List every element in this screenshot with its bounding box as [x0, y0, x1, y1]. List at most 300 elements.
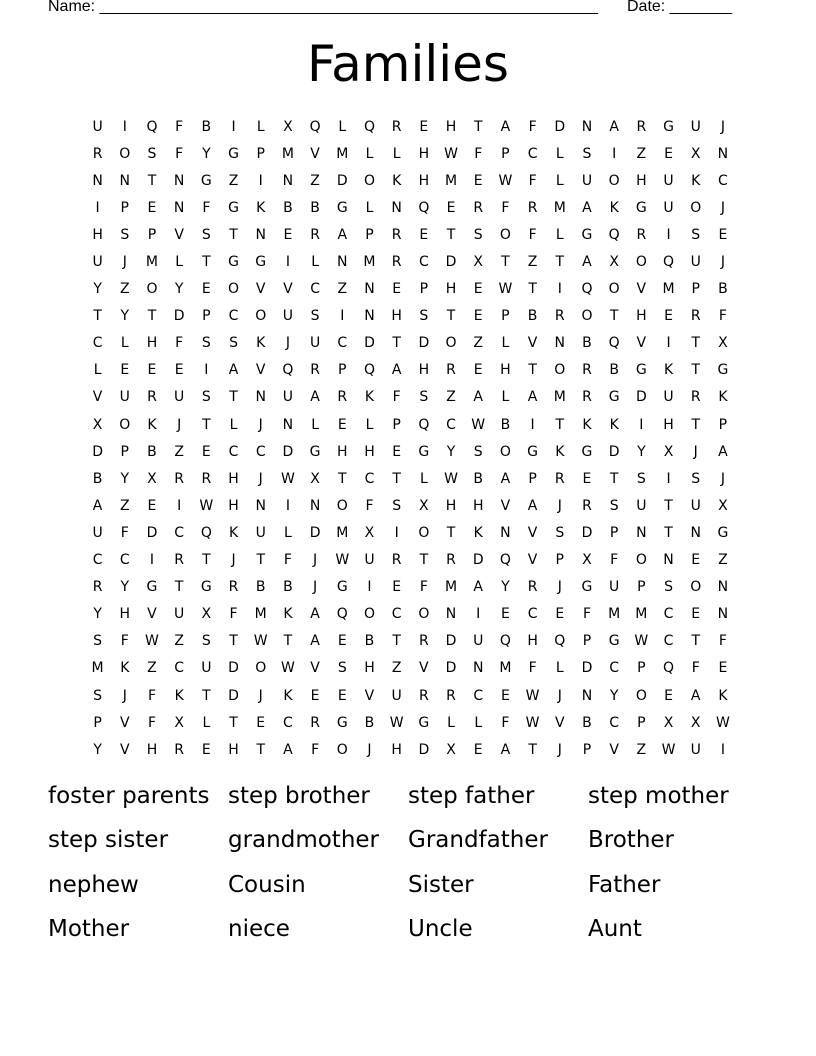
grid-letter: R: [636, 226, 647, 243]
grid-letter: T: [446, 226, 456, 243]
grid-letter: U: [663, 199, 674, 216]
word-list-item: Uncle: [408, 915, 473, 942]
grid-letter: J: [720, 254, 725, 271]
grid-letter: S: [120, 226, 130, 243]
grid-letter: P: [501, 308, 510, 325]
grid-letter: C: [119, 552, 130, 569]
grid-letter: I: [720, 741, 725, 758]
grid-letter: N: [554, 335, 566, 352]
grid-letter: J: [122, 254, 127, 271]
grid-letter: I: [367, 579, 372, 596]
word-list-item: Cousin: [228, 871, 306, 898]
grid-letter: L: [229, 416, 238, 433]
grid-letter: W: [145, 633, 159, 650]
grid-letter: L: [555, 660, 564, 677]
grid-letter: U: [690, 497, 701, 514]
grid-letter: F: [501, 714, 510, 731]
grid-letter: M: [363, 254, 376, 271]
grid-letter: M: [254, 606, 267, 623]
grid-letter: F: [582, 606, 591, 623]
grid-letter: C: [391, 606, 402, 623]
grid-letter: N: [445, 606, 457, 623]
grid-letter: E: [201, 281, 211, 298]
grid-letter: L: [93, 362, 102, 379]
grid-letter: N: [663, 552, 674, 569]
grid-letter: Q: [336, 606, 348, 623]
grid-letter: H: [500, 362, 511, 379]
grid-letter: V: [527, 552, 538, 569]
grid-letter: Y: [93, 281, 102, 298]
word-list: [48, 778, 768, 955]
grid-letter: I: [666, 335, 671, 352]
grid-letter: B: [718, 281, 728, 298]
grid-letter: J: [693, 443, 698, 460]
grid-letter: J: [557, 497, 562, 514]
grid-letter: D: [418, 741, 430, 758]
grid-letter: Q: [309, 118, 321, 135]
grid-letter: B: [310, 199, 320, 216]
grid-letter: T: [691, 335, 700, 352]
grid-letter: X: [663, 443, 674, 460]
grid-letter: V: [554, 714, 565, 731]
grid-letter: C: [364, 470, 375, 487]
grid-letter: Y: [93, 606, 102, 623]
grid-letter: T: [93, 308, 102, 325]
grid-letter: Z: [636, 145, 647, 162]
grid-letter: B: [582, 335, 592, 352]
grid-letter: X: [283, 118, 293, 135]
grid-letter: P: [147, 226, 157, 243]
grid-letter: I: [666, 226, 671, 243]
grid-letter: R: [337, 389, 348, 406]
grid-letter: R: [391, 118, 402, 135]
grid-letter: R: [228, 579, 239, 596]
grid-letter: H: [228, 741, 239, 758]
grid-letter: T: [528, 281, 537, 298]
grid-letter: R: [690, 389, 701, 406]
grid-letter: M: [444, 579, 458, 596]
grid-letter: G: [717, 362, 729, 379]
grid-letter: X: [364, 524, 375, 541]
grid-letter: Z: [147, 660, 157, 677]
grid-letter: L: [365, 199, 374, 216]
grid-letter: Z: [527, 254, 538, 271]
grid-letter: J: [720, 199, 725, 216]
grid-letter: K: [718, 389, 728, 406]
grid-letter: O: [499, 443, 511, 460]
grid-letter: K: [609, 416, 619, 433]
grid-letter: K: [120, 660, 130, 677]
grid-letter: B: [283, 579, 293, 596]
grid-letter: S: [201, 335, 211, 352]
grid-letter: R: [92, 145, 103, 162]
grid-letter: M: [336, 145, 349, 162]
grid-letter: S: [392, 497, 402, 514]
grid-letter: T: [229, 633, 238, 650]
grid-letter: A: [690, 687, 701, 704]
grid-letter: K: [392, 172, 402, 189]
grid-letter: O: [690, 199, 702, 216]
grid-letter: A: [310, 389, 320, 406]
grid-letter: O: [690, 579, 702, 596]
grid-letter: V: [527, 524, 538, 541]
grid-letter: D: [228, 660, 239, 677]
grid-letter: T: [555, 254, 565, 271]
grid-letter: U: [581, 172, 593, 189]
grid-letter: T: [664, 497, 673, 514]
grid-letter: E: [718, 226, 728, 243]
grid-letter: Q: [581, 281, 593, 298]
grid-letter: N: [255, 389, 266, 406]
grid-letter: F: [528, 660, 537, 677]
grid-letter: L: [555, 145, 564, 162]
grid-letter: H: [228, 497, 239, 514]
grid-letter: V: [119, 741, 130, 758]
grid-letter: S: [419, 389, 429, 406]
grid-letter: J: [313, 552, 318, 569]
grid-letter: E: [147, 497, 157, 514]
grid-letter: K: [718, 687, 728, 704]
grid-letter: T: [147, 172, 157, 189]
grid-letter: A: [92, 497, 103, 514]
grid-letter: O: [418, 606, 430, 623]
grid-letter: V: [283, 281, 293, 298]
grid-letter: V: [174, 226, 184, 243]
grid-letter: F: [202, 199, 211, 216]
grid-letter: U: [690, 254, 701, 271]
grid-letter: B: [255, 579, 266, 596]
grid-letter: D: [608, 443, 620, 460]
grid-letter: C: [418, 254, 429, 271]
grid-letter: P: [555, 552, 564, 569]
grid-letter: B: [364, 714, 375, 731]
grid-letter: S: [93, 633, 103, 650]
grid-letter: A: [391, 362, 402, 379]
grid-letter: A: [500, 470, 511, 487]
grid-letter: T: [528, 741, 537, 758]
grid-letter: A: [473, 579, 483, 596]
grid-letter: B: [364, 633, 375, 650]
grid-letter: O: [608, 172, 620, 189]
grid-letter: A: [337, 226, 348, 243]
grid-letter: O: [228, 281, 240, 298]
grid-letter: E: [174, 362, 184, 379]
grid-letter: J: [557, 741, 562, 758]
grid-letter: G: [663, 118, 674, 135]
grid-letter: F: [175, 335, 184, 352]
grid-letter: Q: [499, 552, 511, 569]
grid-letter: G: [581, 226, 593, 243]
grid-letter: X: [473, 254, 484, 271]
grid-letter: F: [419, 579, 428, 596]
grid-letter: P: [637, 579, 646, 596]
grid-letter: E: [392, 443, 402, 460]
grid-letter: P: [338, 362, 347, 379]
grid-letter: E: [473, 172, 483, 189]
grid-letter: X: [718, 335, 728, 352]
grid-letter: E: [500, 687, 510, 704]
grid-letter: P: [718, 416, 728, 433]
grid-letter: Y: [609, 687, 619, 704]
grid-letter: S: [229, 335, 238, 352]
grid-letter: B: [527, 308, 538, 325]
grid-letter: M: [553, 199, 566, 216]
grid-letter: T: [283, 633, 293, 650]
grid-letter: M: [608, 606, 621, 623]
grid-letter: F: [120, 524, 129, 541]
grid-letter: R: [418, 687, 429, 704]
grid-letter: F: [147, 714, 156, 731]
grid-letter: B: [582, 714, 592, 731]
grid-letter: J: [258, 687, 263, 704]
grid-letter: X: [147, 470, 157, 487]
grid-letter: A: [527, 389, 538, 406]
grid-letter: E: [691, 552, 701, 569]
grid-letter: T: [229, 226, 238, 243]
grid-letter: M: [281, 145, 294, 162]
grid-letter: C: [255, 443, 266, 460]
grid-letter: Z: [174, 633, 184, 650]
grid-letter: O: [146, 281, 158, 298]
grid-letter: X: [92, 416, 103, 433]
grid-letter: E: [664, 145, 673, 162]
grid-letter: V: [364, 687, 375, 704]
grid-letter: J: [367, 741, 372, 758]
grid-letter: S: [609, 497, 619, 514]
grid-letter: U: [255, 524, 266, 541]
grid-letter: Z: [718, 552, 728, 569]
grid-letter: E: [664, 308, 673, 325]
grid-letter: W: [444, 470, 458, 487]
grid-letter: J: [258, 416, 263, 433]
grid-letter: W: [335, 552, 350, 569]
grid-letter: C: [283, 714, 293, 731]
grid-letter: X: [690, 145, 701, 162]
grid-letter: O: [119, 145, 131, 162]
grid-letter: R: [527, 579, 538, 596]
grid-letter: Q: [608, 335, 620, 352]
grid-letter: T: [229, 714, 238, 731]
grid-letter: O: [635, 687, 647, 704]
grid-letter: I: [340, 308, 345, 325]
grid-letter: H: [445, 118, 457, 135]
grid-letter: N: [581, 687, 593, 704]
grid-letter: U: [609, 579, 620, 596]
grid-letter: H: [636, 172, 647, 189]
grid-letter: E: [147, 362, 157, 379]
grid-letter: S: [419, 308, 429, 325]
grid-letter: N: [636, 524, 647, 541]
grid-letter: U: [690, 118, 701, 135]
grid-letter: U: [663, 172, 674, 189]
grid-letter: C: [718, 172, 728, 189]
grid-letter: N: [690, 524, 701, 541]
grid-letter: G: [418, 714, 430, 731]
grid-letter: T: [229, 389, 238, 406]
grid-letter: M: [553, 389, 566, 406]
grid-letter: A: [609, 118, 619, 135]
grid-letter: Z: [310, 172, 320, 189]
grid-letter: S: [582, 145, 592, 162]
grid-letter: V: [636, 335, 647, 352]
grid-letter: M: [635, 606, 648, 623]
grid-letter: X: [174, 714, 184, 731]
grid-letter: E: [120, 362, 130, 379]
grid-letter: U: [473, 633, 484, 650]
grid-letter: D: [146, 524, 158, 541]
grid-letter: U: [201, 660, 212, 677]
grid-letter: E: [691, 606, 701, 623]
word-list-item: grandmother: [228, 827, 380, 854]
grid-letter: J: [557, 579, 562, 596]
grid-letter: O: [255, 660, 267, 677]
grid-letter: B: [147, 443, 157, 460]
grid-letter: B: [201, 118, 212, 135]
grid-letter: C: [310, 281, 320, 298]
grid-letter: D: [581, 524, 593, 541]
grid-letter: I: [557, 281, 562, 298]
grid-letter: S: [691, 470, 701, 487]
grid-letter: F: [528, 226, 537, 243]
grid-letter: F: [311, 741, 320, 758]
date-field-label: Date: _______: [627, 0, 732, 15]
grid-letter: D: [554, 118, 566, 135]
grid-letter: L: [256, 118, 265, 135]
grid-letter: I: [612, 145, 617, 162]
grid-letter: R: [391, 254, 402, 271]
grid-letter: K: [582, 416, 592, 433]
grid-letter: H: [146, 335, 158, 352]
grid-letter: W: [498, 281, 513, 298]
grid-letter: C: [92, 552, 103, 569]
grid-letter: U: [309, 335, 321, 352]
grid-letter: E: [419, 226, 429, 243]
grid-letter: T: [202, 254, 211, 271]
grid-letter: H: [445, 497, 457, 514]
grid-letter: E: [473, 741, 483, 758]
grid-letter: Z: [174, 443, 184, 460]
grid-letter: X: [201, 606, 212, 623]
grid-letter: Y: [174, 281, 184, 298]
grid-letter: G: [200, 172, 212, 189]
grid-letter: R: [310, 714, 320, 731]
grid-letter: R: [418, 633, 429, 650]
grid-letter: G: [309, 443, 321, 460]
grid-letter: T: [691, 633, 700, 650]
grid-letter: H: [364, 660, 375, 677]
grid-letter: G: [336, 714, 348, 731]
grid-letter: T: [419, 552, 429, 569]
grid-letter: U: [282, 389, 294, 406]
grid-letter: R: [582, 497, 592, 514]
grid-letter: F: [229, 606, 238, 623]
grid-letter: D: [173, 308, 185, 325]
grid-letter: I: [149, 552, 155, 569]
grid-letter: E: [419, 118, 429, 135]
grid-letter: N: [92, 172, 103, 189]
grid-letter: A: [500, 741, 511, 758]
grid-letter: R: [92, 579, 103, 596]
grid-letter: K: [364, 389, 375, 406]
grid-letter: T: [392, 335, 401, 352]
grid-letter: G: [200, 579, 212, 596]
grid-letter: Q: [363, 118, 375, 135]
grid-letter: A: [473, 389, 483, 406]
grid-letter: V: [119, 714, 130, 731]
grid-letter: Q: [418, 199, 430, 216]
grid-letter: L: [202, 714, 211, 731]
grid-letter: W: [253, 633, 268, 650]
grid-letter: L: [338, 118, 347, 135]
grid-letter: B: [500, 416, 511, 433]
grid-letter: O: [554, 362, 566, 379]
grid-letter: G: [581, 443, 593, 460]
grid-letter: N: [717, 579, 729, 596]
grid-letter: V: [310, 145, 320, 162]
grid-letter: R: [636, 118, 647, 135]
grid-letter: A: [310, 633, 320, 650]
grid-letter: C: [228, 308, 239, 325]
grid-letter: E: [392, 281, 402, 298]
grid-letter: Q: [608, 226, 620, 243]
grid-letter: Z: [119, 497, 130, 514]
grid-letter: N: [364, 281, 375, 298]
grid-letter: W: [661, 741, 676, 758]
grid-letter: S: [636, 470, 646, 487]
grid-letter: S: [555, 524, 565, 541]
grid-letter: Q: [663, 660, 675, 677]
grid-letter: K: [147, 416, 157, 433]
grid-letter: L: [501, 389, 510, 406]
word-list-item: Aunt: [588, 915, 642, 942]
grid-letter: S: [147, 145, 157, 162]
grid-letter: Y: [202, 145, 211, 162]
word-list-item: Sister: [408, 871, 474, 898]
grid-letter: T: [691, 362, 700, 379]
grid-letter: L: [555, 226, 564, 243]
grid-letter: G: [336, 199, 348, 216]
grid-letter: T: [664, 524, 673, 541]
grid-letter: A: [310, 606, 320, 623]
grid-letter: N: [173, 172, 185, 189]
grid-letter: Z: [337, 281, 348, 298]
grid-letter: D: [445, 633, 457, 650]
grid-letter: R: [446, 362, 456, 379]
grid-letter: K: [228, 524, 239, 541]
word-list-item: niece: [228, 915, 290, 942]
grid-letter: S: [310, 308, 320, 325]
grid-letter: E: [555, 606, 565, 623]
grid-letter: E: [446, 199, 456, 216]
grid-letter: O: [499, 226, 511, 243]
grid-letter: K: [174, 687, 184, 704]
grid-letter: L: [311, 416, 319, 433]
grid-letter: J: [231, 552, 236, 569]
grid-letter: M: [662, 281, 675, 298]
grid-letter: O: [363, 172, 375, 189]
grid-letter: R: [174, 741, 185, 758]
grid-letter: D: [581, 660, 593, 677]
grid-letter: S: [201, 389, 211, 406]
grid-letter: E: [392, 579, 402, 596]
grid-letter: E: [473, 281, 483, 298]
grid-letter: N: [255, 497, 266, 514]
grid-letter: R: [527, 199, 538, 216]
grid-letter: P: [365, 226, 374, 243]
grid-letter: I: [231, 118, 236, 135]
grid-letter: C: [92, 335, 103, 352]
grid-letter: X: [609, 254, 619, 271]
